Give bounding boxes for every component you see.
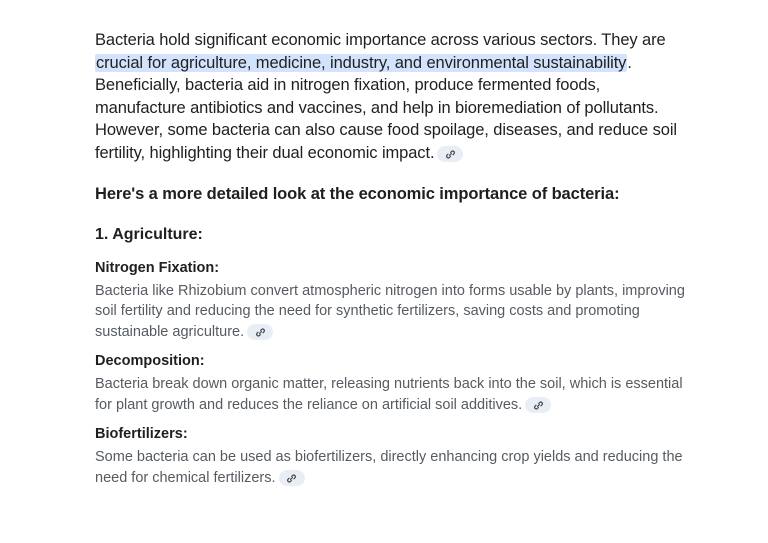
term-nitrogen-fixation: Nitrogen Fixation: xyxy=(95,259,220,276)
link-icon xyxy=(445,149,456,160)
link-icon xyxy=(255,327,266,338)
desc-decomposition-text: Bacteria break down organic matter, releasing nutrients back into the soil, which is essential for plant growth and reduces the reliance on artificial soil additives. xyxy=(95,376,683,413)
source-link-chip[interactable] xyxy=(437,146,463,162)
intro-paragraph xyxy=(95,29,695,165)
source-link-chip[interactable] xyxy=(247,324,273,340)
term-biofertilizers: Biofertilizers: xyxy=(95,426,188,443)
section-heading-agriculture: 1. Agriculture: xyxy=(95,225,203,243)
source-link-chip[interactable] xyxy=(525,397,551,413)
desc-nitrogen-fixation xyxy=(95,281,695,343)
link-icon xyxy=(533,400,544,411)
response-content xyxy=(95,29,695,488)
desc-biofertilizers-text: Some bacteria can be used as biofertilizers, directly enhancing crop yields and reducing the need for chemical fertilizers. xyxy=(95,449,683,486)
intro-highlight[interactable]: crucial for agriculture, medicine, industry, and environmental sustainability xyxy=(96,53,627,72)
source-link-chip[interactable] xyxy=(279,470,305,486)
link-icon xyxy=(286,473,297,484)
desc-decomposition xyxy=(95,374,695,415)
intro-text-after: . Beneficially, bacteria aid in nitrogen fixation, produce fermented foods, manufacture antibiotics and vaccines, and help in bioremediation of pollutants. However, some bacteria can also cause food spoilage, diseases, and reduce soil fertility, highlighting their dual economic impact. xyxy=(95,53,677,162)
desc-nitrogen-fixation-text: Bacteria like Rhizobium convert atmospheric nitrogen into forms usable by plants, improving soil fertility and reducing the need for synthetic fertilizers, saving costs and promoting sustainable agriculture. xyxy=(95,282,685,340)
desc-biofertilizers xyxy=(95,447,695,488)
intro-text-before: Bacteria hold significant economic importance across various sectors. They are xyxy=(95,31,666,49)
detail-lead: Here's a more detailed look at the economic importance of bacteria: xyxy=(95,184,620,203)
term-decomposition: Decomposition: xyxy=(95,353,205,370)
